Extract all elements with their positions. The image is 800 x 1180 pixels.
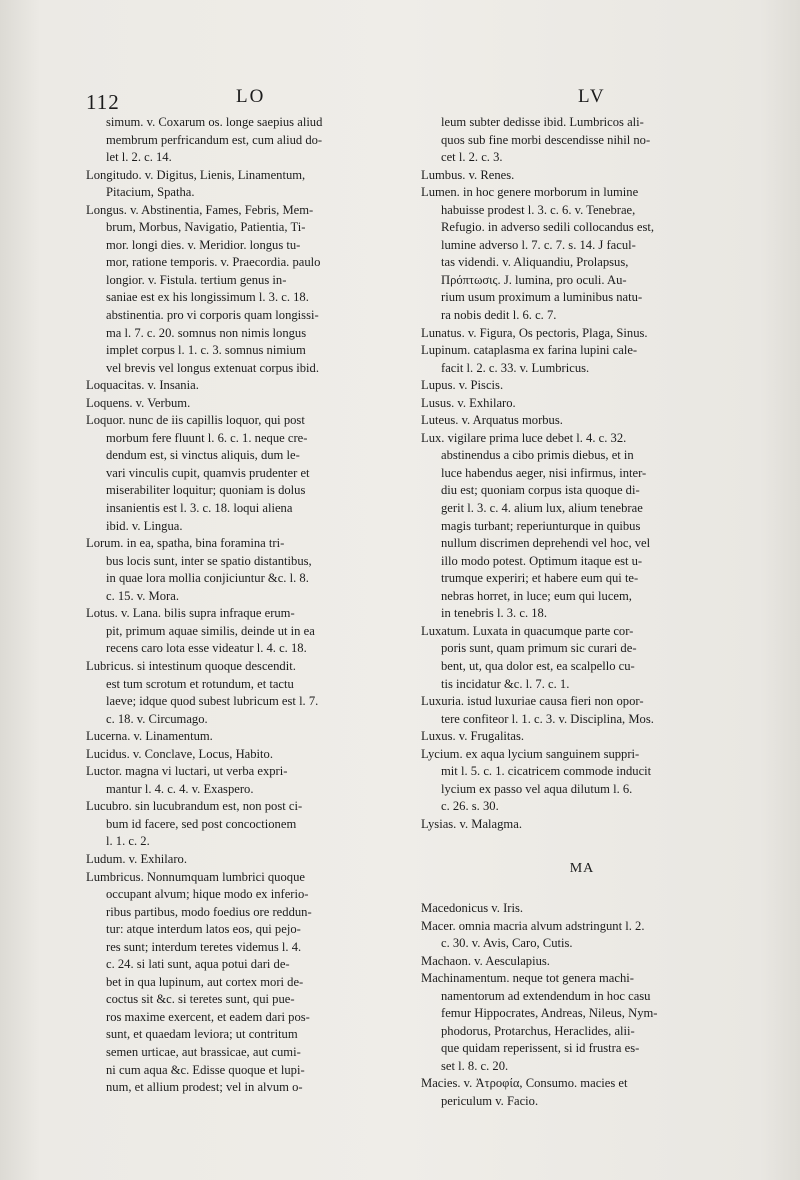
- text-line: diu est; quoniam corpus ista quoque di-: [441, 483, 640, 498]
- left-column: [86, 114, 400, 1097]
- text-line: simum. v. Coxarum os. longe saepius aliud: [106, 115, 323, 129]
- text-line: num, et allium prodest; vel in alvum o-: [106, 1080, 303, 1095]
- text-line: recens caro lota esse videatur l. 4. c. 18.: [106, 641, 307, 656]
- text-line: nullum discrimen deprehendi vel hoc, vel: [441, 536, 651, 551]
- text-line: c. 18. v. Circumago.: [106, 711, 208, 726]
- text-line: Lorum. in ea, spatha, bina foramina tri-: [86, 536, 285, 551]
- text-line: Macedonicus v. Iris.: [421, 900, 524, 915]
- text-line: ma l. 7. c. 20. somnus non nimis longus: [106, 325, 307, 340]
- text-line: sunt, et quaedam leviora; ut contritum: [106, 1027, 298, 1042]
- text-line: let l. 2. c. 14.: [106, 150, 172, 165]
- text-line: Lusus. v. Exhilaro.: [421, 395, 516, 410]
- text-line: Lucidus. v. Conclave, Locus, Habito.: [86, 746, 273, 761]
- text-line: Lubricus. si intestinum quoque descendit.: [86, 658, 296, 673]
- text-line: gerit l. 3. c. 4. alium lux, alium tenebrae: [441, 501, 643, 516]
- running-head-left: LO: [236, 86, 266, 107]
- text-line: ni cum aqua &c. Edisse quoque et lupi-: [106, 1062, 305, 1077]
- text-line: longior. v. Fistula. tertium genus in-: [106, 272, 287, 287]
- text-line: quos sub fine morbi descendisse nihil no-: [441, 132, 651, 147]
- section-heading: MA: [569, 861, 595, 877]
- text-line: cet l. 2. c. 3.: [441, 150, 503, 165]
- text-line: ibid. v. Lingua.: [106, 518, 183, 533]
- right-column-entries: [421, 114, 743, 833]
- text-line: Luxatum. Luxata in quacumque parte cor-: [421, 623, 634, 638]
- text-line: membrum perfricandum est, cum aliud do-: [106, 132, 323, 147]
- text-line: Luctor. magna vi luctari, ut verba expri-: [86, 764, 288, 779]
- text-line: tere confiteor l. 1. c. 3. v. Disciplina, Mos.: [441, 711, 654, 726]
- text-line: Macer. omnia macria alvum adstringunt l. 2.: [421, 918, 645, 933]
- text-line: Loquens. v. Verbum.: [86, 395, 191, 410]
- text-line: lumine adverso l. 7. c. 7. s. 14. J facul-: [441, 237, 636, 252]
- text-line: set l. 8. c. 20.: [441, 1058, 509, 1073]
- text-line: Lumbricus. Nonnumquam lumbrici quoque: [86, 869, 305, 884]
- text-line: laeve; idque quod subest lubricum est l. 7.: [106, 694, 319, 709]
- text-line: bus locis sunt, inter se spatio distantibus,: [106, 553, 312, 568]
- text-line: nebras horret, in luce; eum qui lucem,: [441, 588, 632, 603]
- text-line: bent, ut, qua dolor est, ea scalpello cu-: [441, 658, 635, 673]
- text-line: tis incidatur &c. l. 7. c. 1.: [441, 676, 570, 691]
- text-line: coctus sit &c. si teretes sunt, qui pue-: [106, 992, 295, 1007]
- text-line: femur Hippocrates, Andreas, Nileus, Nym-: [441, 1006, 658, 1021]
- text-line: Machinamentum. neque tot genera machi-: [421, 971, 634, 986]
- text-line: Lunatus. v. Figura, Os pectoris, Plaga, Sinus.: [421, 325, 648, 340]
- text-line: Luteus. v. Arquatus morbus.: [421, 413, 563, 428]
- text-line: semen urticae, aut brassicae, aut cumi-: [106, 1044, 301, 1059]
- text-line: Lupinum. cataplasma ex farina lupini cale-: [421, 343, 638, 358]
- right-column-entries-ma: [421, 900, 743, 1111]
- text-line: ra nobis dedit l. 6. c. 7.: [441, 308, 557, 323]
- text-line: Lucerna. v. Linamentum.: [86, 729, 213, 744]
- text-line: leum subter dedisse ibid. Lumbricos ali-: [441, 115, 644, 129]
- text-line: tas videndi. v. Aliquandiu, Prolapsus,: [441, 255, 629, 270]
- text-line: Luxuria. istud luxuriae causa fieri non opor-: [421, 694, 644, 709]
- text-line: mor. longi dies. v. Meridior. longus tu-: [106, 237, 301, 252]
- text-line: in quae lora mollia conjiciuntur &c. l. 8.: [106, 571, 309, 586]
- text-line: abstinendus a cibo primis diebus, et in: [441, 448, 634, 463]
- text-line: in tenebris l. 3. c. 18.: [441, 606, 547, 621]
- text-line: bet in qua lupinum, aut cortex mori de-: [106, 974, 304, 989]
- text-line: Lumen. in hoc genere morborum in lumine: [421, 185, 639, 200]
- text-line: occupant alvum; hique modo ex inferio-: [106, 887, 309, 902]
- text-line: c. 26. s. 30.: [441, 799, 499, 814]
- text-line: dendum est, si vinctus aliquis, dum le-: [106, 448, 300, 463]
- text-line: mit l. 5. c. 1. cicatricem commode inducit: [441, 764, 652, 779]
- text-line: insanientis est l. 3. c. 18. loqui aliena: [106, 501, 293, 516]
- text-line: Lysias. v. Malagma.: [421, 816, 522, 831]
- text-line: res sunt; interdum teretes videmus l. 4.: [106, 939, 302, 954]
- text-line: luce habendus aeger, nisi infirmus, inter-: [441, 465, 647, 480]
- text-line: Lupus. v. Piscis.: [421, 378, 504, 393]
- text-line: ros maxime exercent, et eadem dari pos-: [106, 1009, 310, 1024]
- text-line: magis turbant; reperiunturque in quibus: [441, 518, 641, 533]
- text-line: namentorum ad extendendum in hoc casu: [441, 988, 651, 1003]
- text-line: Lumbus. v. Renes.: [421, 167, 515, 182]
- text-line: ribus partibus, modo foedius ore reddun-: [106, 904, 312, 919]
- text-line: vari vinculis cupit, quamvis prudenter et: [106, 465, 310, 480]
- text-line: abstinentia. pro vi corporis quam longissi-: [106, 308, 319, 323]
- text-line: rium usum proximum a luminibus natu-: [441, 290, 643, 305]
- text-line: Machaon. v. Aesculapius.: [421, 953, 550, 968]
- text-line: periculum v. Facio.: [441, 1093, 539, 1108]
- text-line: saniae est ex his longissimum l. 3. c. 18.: [106, 290, 309, 305]
- text-line: Ludum. v. Exhilaro.: [86, 851, 187, 866]
- text-line: implet corpus l. 1. c. 3. somnus nimium: [106, 343, 306, 358]
- text-line: miserabiliter loquitur; quoniam is dolus: [106, 483, 306, 498]
- text-line: vel brevis vel longus extenuat corpus ibid.: [106, 360, 319, 375]
- text-line: Longus. v. Abstinentia, Fames, Febris, Mem-: [86, 202, 314, 217]
- text-line: brum, Morbus, Navigatio, Patientia, Ti-: [106, 220, 306, 235]
- text-line: Lux. vigilare prima luce debet l. 4. c. 32.: [421, 430, 627, 445]
- text-line: Refugio. in adverso sedili collocandus est,: [441, 220, 654, 235]
- text-line: tur: atque interdum latos eos, qui pejo-: [106, 922, 301, 937]
- text-line: l. 1. c. 2.: [106, 834, 150, 849]
- text-line: phodorus, Protarchus, Heraclides, alii-: [441, 1023, 635, 1038]
- text-line: Lucubro. sin lucubrandum est, non post ci-: [86, 799, 303, 814]
- text-line: poris sunt, quam primum sic curari de-: [441, 641, 637, 656]
- text-line: Lycium. ex aqua lycium sanguinem suppri-: [421, 746, 640, 761]
- text-line: Πρόπτωσις. J. lumina, pro oculi. Au-: [441, 272, 627, 287]
- text-line: illo modo potest. Optimum itaque est u-: [441, 553, 643, 568]
- text-line: c. 24. si lati sunt, aqua potui dari de-: [106, 957, 290, 972]
- text-line: lycium ex passo vel aqua dilutum l. 6.: [441, 781, 633, 796]
- text-line: habuisse prodest l. 3. c. 6. v. Tenebrae,: [441, 202, 636, 217]
- text-line: trumque experiri; et habere eum qui te-: [441, 571, 639, 586]
- text-line: Macies. v. Ἀτροφία, Consumo. macies et: [421, 1076, 628, 1091]
- text-line: facit l. 2. c. 33. v. Lumbricus.: [441, 360, 590, 375]
- text-line: mor, ratione temporis. v. Praecordia. paulo: [106, 255, 321, 270]
- text-line: bum id facere, sed post concoctionem: [106, 816, 297, 831]
- text-line: Longitudo. v. Digitus, Lienis, Linamentum,: [86, 167, 306, 182]
- page-number: 112: [86, 90, 120, 114]
- text-line: Loquor. nunc de iis capillis loquor, qui post: [86, 413, 305, 428]
- text-line: est tum scrotum et rotundum, et tactu: [106, 676, 294, 691]
- text-line: que quidam reperissent, si id frustra es-: [441, 1041, 640, 1056]
- text-line: Loquacitas. v. Insania.: [86, 378, 199, 393]
- right-column: [421, 114, 743, 1111]
- text-line: Lotus. v. Lana. bilis supra infraque erum-: [86, 606, 295, 621]
- text-line: morbum fere fluunt l. 6. c. 1. neque cre-: [106, 430, 308, 445]
- text-line: c. 15. v. Mora.: [106, 588, 179, 603]
- text-line: Luxus. v. Frugalitas.: [421, 729, 525, 744]
- text-line: mantur l. 4. c. 4. v. Exaspero.: [106, 781, 254, 796]
- text-line: c. 30. v. Avis, Caro, Cutis.: [441, 936, 573, 951]
- text-line: Pitacium, Spatha.: [106, 185, 195, 200]
- text-line: pit, primum aquae similis, deinde ut in ea: [106, 623, 315, 638]
- running-head-right: LV: [578, 86, 606, 107]
